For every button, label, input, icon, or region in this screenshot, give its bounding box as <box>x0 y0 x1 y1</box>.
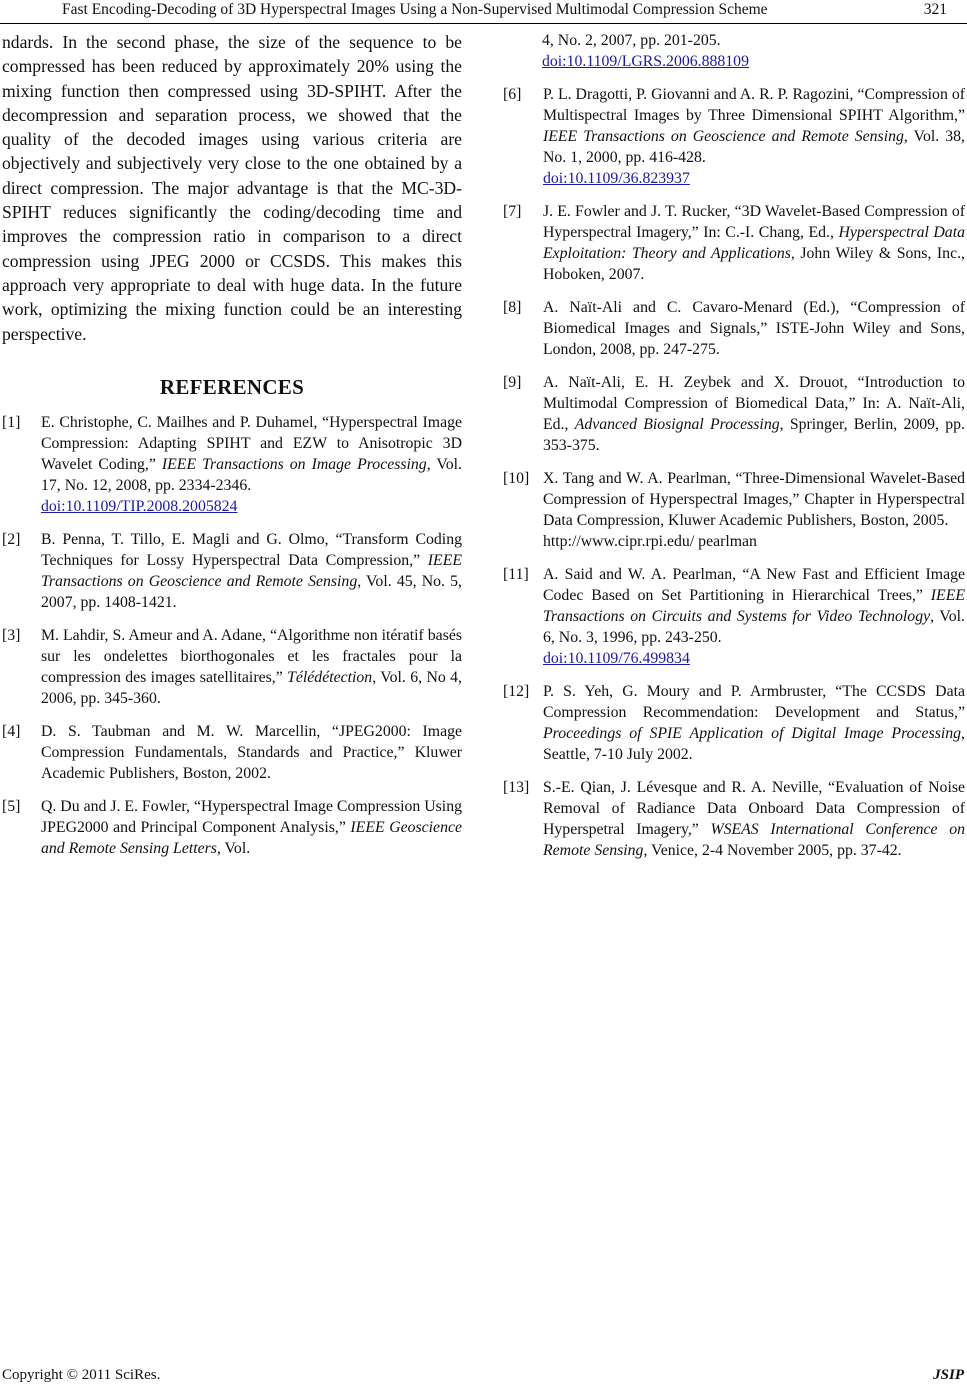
reference-number: [12] <box>503 683 530 700</box>
reference-number: [6] <box>503 86 522 103</box>
journal-abbreviation: JSIP <box>933 1367 964 1383</box>
doi-link[interactable]: doi:10.1109/36.823937 <box>543 170 690 187</box>
reference-number: [1] <box>2 413 21 431</box>
doi-link[interactable]: doi:10.1109/TIP.2008.2005824 <box>41 497 238 515</box>
reference-item: [4] D. S. Taubman and M. W. Marcellin, “JPEG2000: Image Compression Fundamentals, Standards and Practice,” Kluwer Academic Publishers, Boston, 2002. <box>2 722 462 782</box>
conclusion-paragraph: ndards. In the second phase, the size of the sequence to be compressed has been reduced by approximately 20% using the mixing function then compressed using 3D-SPIHT. After the decompression and separation process, we showed that the quality of the decoded images using various criteria are objectively and subjectively very close to the one obtained by a direct compression. The major advantage is that the MC-3D-SPIHT reduces significantly the coding/decoding time and improves the compression ratio in comparison to a direct compression using JPEG 2000 or CCSDS. This makes this approach very appropriate to deal with huge data. In the future work, optimizing the mixing function could be an interesting perspective. <box>2 32 462 344</box>
header-rule <box>0 23 967 24</box>
running-header <box>0 0 967 24</box>
reference-item: [8] A. Naït-Ali and C. Cavaro-Menard (Ed.), “Compression of Biomedical Images and Signals,” ISTE-John Wiley and Sons, London, 2008, pp. 247-275. <box>503 299 965 358</box>
reference-item: [6] P. L. Dragotti, P. Giovanni and A. R. P. Ragozini, “Compression of Multispectral Images by Three Dimensional SPIHT Algorithm,” IEEE Transactions on Geoscience and Remote Sensing, Vol. 38, No. 1, 2000, pp. 416-428. doi:10.1109/36.823937 <box>503 86 966 187</box>
reference-number: [8] <box>503 299 522 316</box>
reference-number: [13] <box>503 779 530 796</box>
reference-continuation: 4, No. 2, 2007, pp. 201-205. doi:10.1109/LGRS.2006.888109 <box>503 30 965 72</box>
reference-number: [10] <box>503 470 530 487</box>
reference-item: [3] M. Lahdir, S. Ameur and A. Adane, “Algorithme non itératif basés sur les ondelettes biorthogonales et les fractales pour la compression des images satellitaires,” Télédétection, Vol. 6, No 4, 2006, pp. 345-360. <box>2 626 462 707</box>
reference-url: http://www.cipr.rpi.edu/ pearlman <box>543 533 757 550</box>
reference-number: [11] <box>503 566 529 583</box>
references-heading: REFERENCES <box>159 374 305 399</box>
page-number: 321 <box>923 1 947 18</box>
reference-item: [5] Q. Du and J. E. Fowler, “Hyperspectral Image Compression Using JPEG2000 and Principal Component Analysis,” IEEE Geoscience and Remote Sensing Letters, Vol. <box>2 797 462 857</box>
reference-item: [12] P. S. Yeh, G. Moury and P. Armbruster, “The CCSDS Data Compression Recommendation: Development and Status,” Proceedings of SPIE Application of Digital Image Processing, Seattle, 7-10 July 2002. <box>503 683 965 763</box>
reference-item: [9] A. Naït-Ali, E. H. Zeybek and X. Drouot, “Introduction to Multimodal Compression of Biomedical Data,” In: A. Naït-Ali, Ed., Advanced Biosignal Processing, Springer, Berlin, 2009, pp. 353-375. <box>503 374 965 454</box>
reference-item: [1] E. Christophe, C. Mailhes and P. Duhamel, “Hyperspectral Image Compression: Adapting SPIHT and EZW to Anisotropic 3D Wavelet Coding,” IEEE Transactions on Image Processing, Vol. 17, No. 12, 2008, pp. 2334-2346. doi:10.1109/TIP.2008.2005824 <box>2 413 463 515</box>
reference-number: [9] <box>503 374 522 391</box>
reference-item: [13] S.-E. Qian, J. Lévesque and R. A. Neville, “Evaluation of Noise Removal of Radiance Data Onboard Data Compression of Hyperspetral Imagery,” WSEAS International Conference on Remote Sensing, Venice, 2-4 November 2005, pp. 37-42. <box>503 779 966 859</box>
doi-link[interactable]: doi:10.1109/LGRS.2006.888109 <box>542 53 749 70</box>
reference-number: [3] <box>2 626 21 644</box>
reference-number: [5] <box>2 797 21 815</box>
right-column <box>503 30 965 873</box>
reference-item: [2] B. Penna, T. Tillo, E. Magli and G. Olmo, “Transform Coding Techniques for Lossy Hyperspectral Data Compression,” IEEE Transactions on Geoscience and Remote Sensing, Vol. 45, No. 5, 2007, pp. 1408-1421. <box>2 530 462 611</box>
reference-number: [7] <box>503 203 522 220</box>
copyright-notice: Copyright © 2011 SciRes. <box>2 1367 161 1383</box>
doi-link[interactable]: doi:10.1109/76.499834 <box>543 650 690 667</box>
reference-item: [10] X. Tang and W. A. Pearlman, “Three-Dimensional Wavelet-Based Compression of Hyperspectral Images,” Chapter in Hyperspectral Data Compression, Kluwer Academic Publishers, Boston, 2005. http://www.cipr.rpi.edu/ pearlman <box>503 470 965 550</box>
page-footer <box>0 1366 967 1386</box>
reference-item: [7] J. E. Fowler and J. T. Rucker, “3D Wavelet-Based Compression of Hyperspectral Imagery,” In: C.-I. Chang, Ed., Hyperspectral Data Exploitation: Theory and Applications, John Wiley & Sons, Inc., Hoboken, 2007. <box>503 203 965 283</box>
left-column <box>2 30 462 871</box>
reference-number: [4] <box>2 722 21 740</box>
reference-item: [11] A. Said and W. A. Pearlman, “A New Fast and Efficient Image Codec Based on Set Partitioning in Hierarchical Trees,” IEEE Transactions on Circuits and Systems for Video Technology, Vol. 6, No. 3, 1996, pp. 243-250. doi:10.1109/76.499834 <box>503 566 965 667</box>
header-title: Fast Encoding-Decoding of 3D Hyperspectral Images Using a Non-Supervised Multimodal Compression Scheme <box>62 1 768 18</box>
reference-number: [2] <box>2 530 21 548</box>
